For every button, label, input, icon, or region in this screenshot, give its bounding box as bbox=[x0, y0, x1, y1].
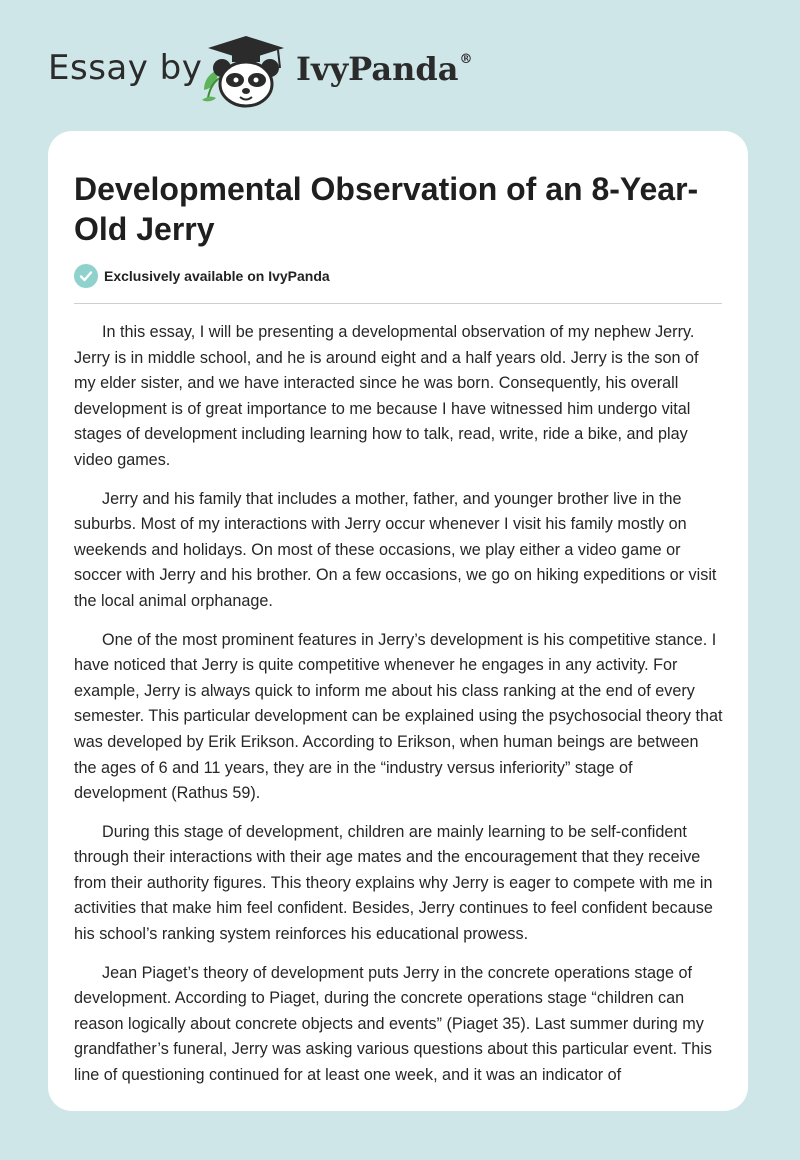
essay-by-label: Essay by bbox=[48, 48, 203, 88]
site-header bbox=[0, 0, 800, 130]
divider bbox=[74, 303, 722, 304]
paragraph: Jean Piaget’s theory of development puts Jerry in the concrete operations stage of development. According to Piaget, during the concrete operations stage “children can reason logically about concrete objects and events” (Piaget 35). Last summer during my grandfather’s funeral, Jerry was asking various questions about this particular event. This line of questioning continued for at least one week, and it was an indicator of bbox=[74, 963, 712, 1085]
essay-card bbox=[48, 131, 748, 1111]
paragraph: Jerry and his family that includes a mother, father, and younger brother live in the suburbs. Most of my interactions with Jerry occur whenever I visit his family mostly on weekends and holidays. On most of these occasions, we play either a video game or soccer with Jerry and his brother. On a few occasions, we go on hiking expeditions or visit the local animal orphanage. bbox=[74, 489, 717, 610]
check-icon bbox=[74, 264, 98, 288]
exclusive-badge bbox=[74, 263, 330, 289]
panda-logo-icon[interactable] bbox=[198, 34, 294, 110]
paragraph: During this stage of development, children are mainly learning to be self-confident through their interactions with their age mates and the encouragement that they receive from their authority figures. This theory explains why Jerry is eager to compete with me in activities that make him feel confident. Besides, Jerry continues to feel confident because his school’s ranking system reinforces his educational prowess. bbox=[74, 822, 713, 944]
essay-body bbox=[74, 320, 724, 1102]
ivypanda-wordmark[interactable]: IvyPanda® bbox=[296, 50, 473, 88]
exclusive-badge-label: Exclusively available on IvyPanda bbox=[104, 268, 330, 284]
paragraph: In this essay, I will be presenting a developmental observation of my nephew Jerry. Jerry is in middle school, and he is around eight and a half years old. Jerry is the son of my elder sister, and we have interacted since he was born. Consequently, his overall development is of great importance to me because I have witnessed him undergo vital stages of development including learning how to talk, read, write, ride a bike, and play video games. bbox=[74, 323, 699, 469]
essay-title: Developmental Observation of an 8-Year-Old Jerry bbox=[74, 171, 699, 247]
paragraph: One of the most prominent features in Jerry’s development is his competitive stance. I have noticed that Jerry is quite competitive whenever he engages in any activity. For example, Jerry is always quick to inform me about his class ranking at the end of every semester. This particular development can be explained using the psychosocial theory that was developed by Erik Erikson. According to Erikson, when human beings are between the ages of 6 and 11 years, they are in the “industry versus inferiority” stage of development (Rathus 59). bbox=[74, 630, 723, 803]
